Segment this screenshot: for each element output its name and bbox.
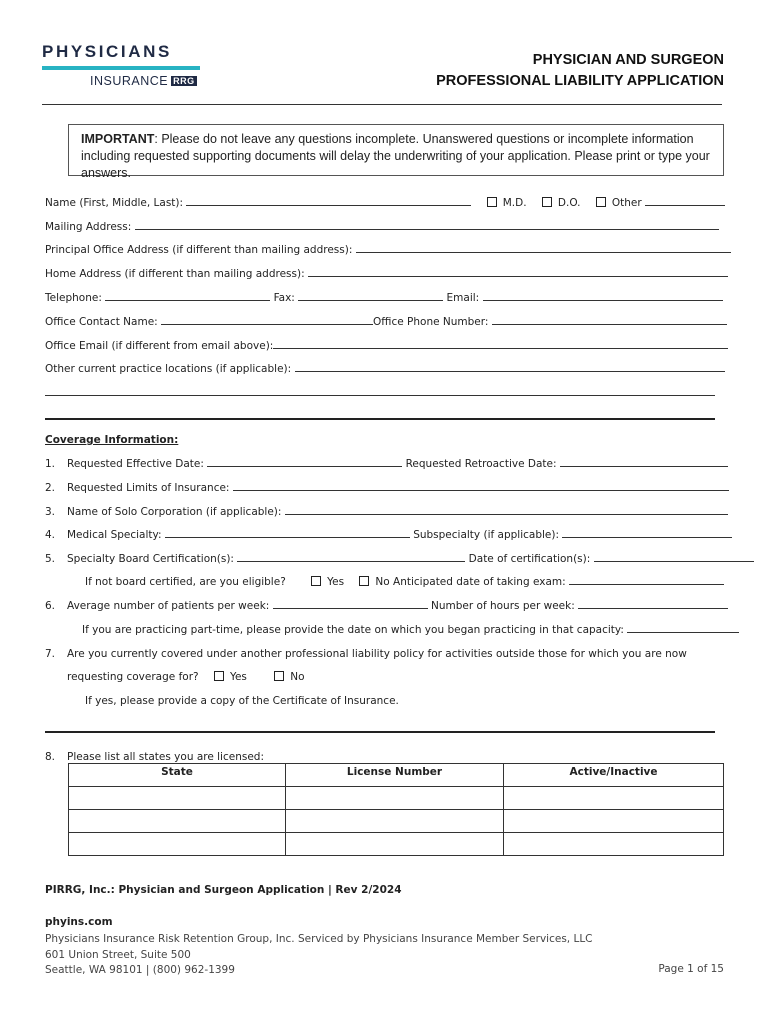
email-field[interactable] [483,291,723,301]
col-active-inactive: Active/Inactive [504,764,724,787]
license-number-cell[interactable] [286,810,504,833]
covered-no-checkbox[interactable] [274,671,284,681]
principal-office-field[interactable] [356,243,731,253]
part-time-date-field[interactable] [627,623,739,633]
section-divider-2 [45,731,715,733]
other-degree-field[interactable] [645,196,725,206]
solo-corporation-field[interactable] [285,505,728,515]
other-locations-continuation [45,386,715,400]
mailing-address-field[interactable] [135,220,719,230]
other-locations-field[interactable] [295,362,725,372]
title-divider [42,104,722,105]
effective-date-field[interactable] [207,457,402,467]
office-phone-field[interactable] [492,315,727,325]
hours-per-week-field[interactable] [578,599,728,609]
certification-date-field[interactable] [594,552,754,562]
state-cell[interactable] [69,833,286,856]
license-table-header [69,764,724,787]
retroactive-date-field[interactable] [560,457,728,467]
footer-application-label: PIRRG, Inc.: Physician and Surgeon Application | Rev 2/2024 [45,884,402,896]
fax-field[interactable] [298,291,443,301]
q4-row: 4. Medical Specialty: Subspecialty (if applicable): [45,528,732,542]
status-cell[interactable] [504,810,724,833]
q5-sub-row: If not board certified, are you eligible? Yes No Anticipated date of taking exam: [85,575,724,589]
q1-row: 1. Requested Effective Date: Requested Retroactive Date: [45,457,728,471]
footer-company-info [45,932,593,979]
table-row [69,833,724,856]
logo-wordmark: PHYSICIANS [42,42,172,61]
logo-badge: RRG [173,76,195,86]
mailing-row: Mailing Address: [45,220,719,234]
page-number: Page 1 of 15 [658,963,724,975]
logo-accent-bar [42,66,200,70]
md-checkbox[interactable] [487,197,497,207]
status-cell[interactable] [504,787,724,810]
title-line-2: PROFESSIONAL LIABILITY APPLICATION [436,73,724,89]
footer-contact-line: Seattle, WA 98101 | (800) 962-1399 [45,964,235,976]
col-license-number: License Number [286,764,504,787]
other-locations-row: Other current practice locations (if applicable): [45,362,725,376]
eligible-no-checkbox[interactable] [359,576,369,586]
section-divider [45,418,715,420]
telephone-field[interactable] [105,291,270,301]
footer-website: phyins.com [45,916,113,928]
q3-row: 3. Name of Solo Corporation (if applicable): [45,505,728,519]
medical-specialty-field[interactable] [165,528,410,538]
document-title [436,50,724,92]
other-locations-field-2[interactable] [45,386,715,396]
table-row [69,787,724,810]
home-address-field[interactable] [308,267,728,277]
state-cell[interactable] [69,787,286,810]
state-cell[interactable] [69,810,286,833]
notice-text: : Please do not leave any questions incomplete. Unanswered questions or incomplete information including requested supporting documents will delay the underwriting of your application. Please print or type your answers. [81,132,710,180]
office-email-field[interactable] [273,339,728,349]
name-field[interactable] [186,196,471,206]
covered-yes-checkbox[interactable] [214,671,224,681]
office-contact-row: Office Contact Name: Office Phone Number: [45,315,727,329]
col-state: State [69,764,286,787]
limits-field[interactable] [233,481,729,491]
q7-sub-row: If yes, please provide a copy of the Certificate of Insurance. [85,695,399,707]
license-number-cell[interactable] [286,833,504,856]
company-logo [42,42,202,88]
footer-address-line: 601 Union Street, Suite 500 [45,948,191,961]
do-checkbox[interactable] [542,197,552,207]
q6-row: 6. Average number of patients per week: Number of hours per week: [45,599,728,613]
status-cell[interactable] [504,833,724,856]
table-row [69,810,724,833]
patients-per-week-field[interactable] [273,599,428,609]
office-email-row: Office Email (if different from email above): [45,339,728,353]
notice-label: IMPORTANT [81,132,155,146]
footer-company-line: Physicians Insurance Risk Retention Group, Inc. Serviced by Physicians Insurance Member Services, LLC [45,933,593,945]
principal-row: Principal Office Address (if different than mailing address): [45,243,731,257]
other-checkbox[interactable] [596,197,606,207]
name-row: Name (First, Middle, Last): M.D. D.O. Other [45,196,725,210]
q7-row: 7. Are you currently covered under another professional liability policy for activities outside those for which you are now [45,648,687,660]
title-line-1: PHYSICIAN AND SURGEON [532,52,724,68]
eligible-yes-checkbox[interactable] [311,576,321,586]
telephone-row: Telephone: Fax: Email: [45,291,723,305]
license-table [68,763,724,856]
coverage-heading: Coverage Information: [45,434,179,446]
license-number-cell[interactable] [286,787,504,810]
exam-date-field[interactable] [569,575,724,585]
important-notice [68,124,724,180]
board-certification-field[interactable] [237,552,465,562]
q6-sub-row: If you are practicing part-time, please provide the date on which you began practicing in that capacity: [82,623,739,637]
q5-row: 5. Specialty Board Certification(s): Date of certification(s): [45,552,754,566]
home-row: Home Address (if different than mailing address): [45,267,728,281]
office-contact-field[interactable] [161,315,373,325]
q8-row: 8. Please list all states you are licensed: [45,751,264,763]
subspecialty-field[interactable] [562,528,732,538]
q2-row: 2. Requested Limits of Insurance: [45,481,729,495]
q7-cont-row: requesting coverage for? Yes No [67,671,305,683]
logo-subtitle: INSURANCE RRG [90,74,195,88]
